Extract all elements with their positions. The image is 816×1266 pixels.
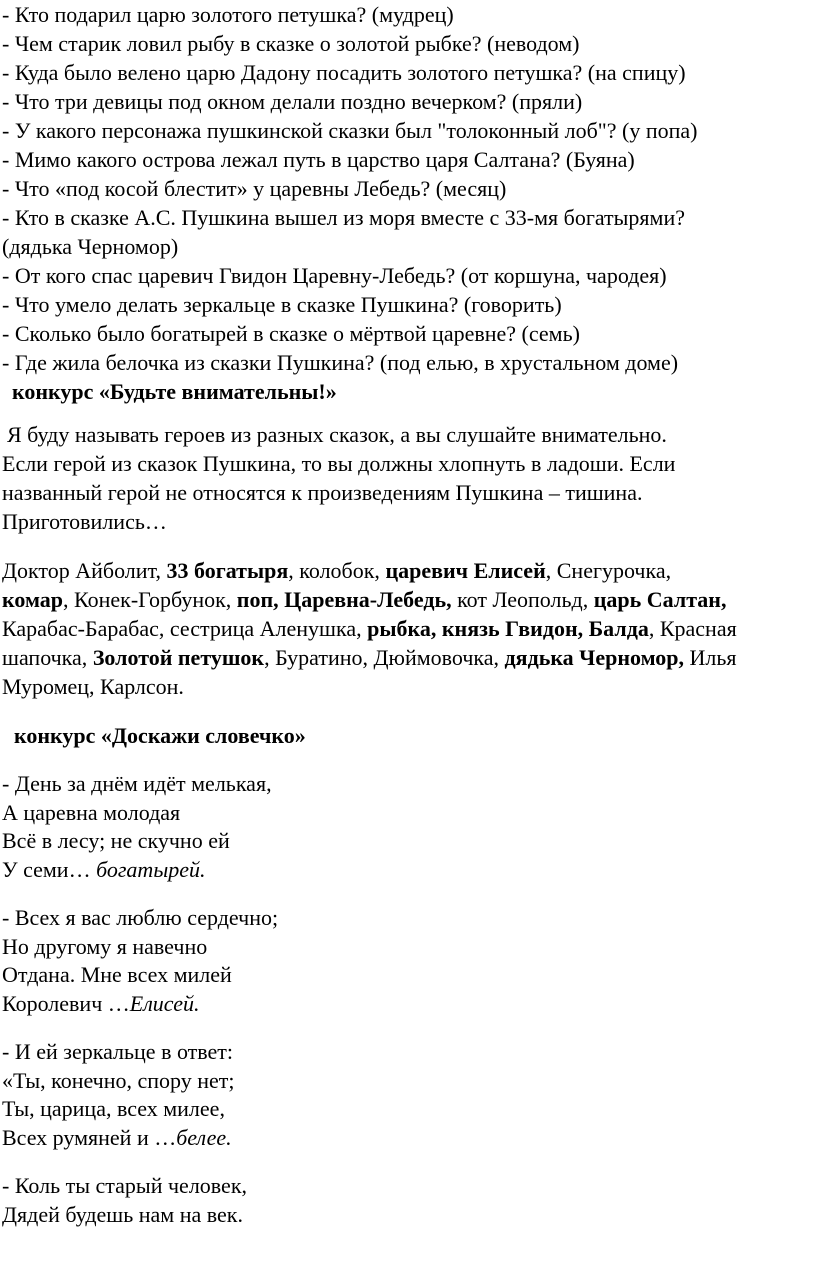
intro-line: Я буду называть героев из разных сказок, а вы слушайте внимательно.: [7, 422, 667, 447]
contest-intro: [2, 420, 814, 536]
poem-line: Дядей будешь нам на век.: [2, 1201, 243, 1227]
question-line: - Чем старик ловил рыбу в сказке о золотой рыбке? (неводом): [2, 31, 580, 56]
hero-names-text: кот Леопольд,: [451, 587, 594, 612]
document-page: [2, 0, 814, 1229]
question-line: - Что три девицы под окном делали поздно вечерком? (пряли): [2, 89, 583, 114]
question-line: - От кого спас царевич Гвидон Царевну-Лебедь? (от коршуна, чародея): [2, 263, 667, 288]
poem-line-text: Всех румяней и …: [2, 1124, 177, 1150]
hero-names-text: , Снегурочка,: [545, 558, 672, 583]
poem-line: - Коль ты старый человек,: [2, 1173, 248, 1198]
hero-names-text-bold: 33 богатыря: [166, 558, 289, 583]
question-line: - У какого персонажа пушкинской сказки был "толоконный лоб"? (у попа): [2, 118, 698, 143]
hero-names-text: , Буратино, Дюймовочка,: [264, 645, 505, 670]
hero-names-text: Карабас-Барабас, сестрица Аленушка,: [2, 616, 368, 641]
contest-heading-finish-word: конкурс «Доскажи словечко»: [14, 723, 306, 748]
hero-names-text-bold: дядька Черномор,: [504, 645, 685, 670]
poem-line-text: У семи…: [2, 856, 97, 882]
question-line: - Где жила белочка из сказки Пушкина? (под елью, в хрустальном доме): [2, 350, 679, 375]
poem-stanza: [2, 1038, 814, 1152]
hero-names-text-bold: рыбка, князь Гвидон, Балда: [367, 616, 649, 641]
hero-names-text: , колобок,: [288, 558, 386, 583]
hero-names-text-bold: комар: [2, 587, 64, 612]
hero-names-text: Илья Муромец, Карлсон.: [2, 645, 737, 699]
poem-line: Ты, царица, всех милее,: [2, 1096, 225, 1121]
poem-line-text: Королевич …: [2, 990, 130, 1016]
intro-line: Если герой из сказок Пушкина, то вы должны хлопнуть в ладоши. Если: [2, 451, 676, 476]
question-line: (дядька Черномор): [2, 234, 179, 259]
hero-names-text: , Конек-Горбунок,: [63, 587, 237, 612]
hero-names-text-bold: Золотой петушок: [92, 645, 265, 670]
poem-line: - Всех я вас люблю сердечно;: [2, 905, 279, 930]
poem-line: Всё в лесу; не скучно ей: [2, 828, 230, 853]
hero-names-text-bold: поп, Царевна-Лебедь,: [236, 587, 452, 612]
intro-line: Приготовились…: [2, 509, 167, 534]
poem-stanza: [2, 904, 814, 1018]
poem-stanza: [2, 770, 814, 884]
hero-names-text-bold: царь Салтан,: [593, 587, 727, 612]
hero-names-paragraph: [2, 556, 742, 701]
poem-line: [2, 1124, 814, 1153]
poem-answer: Елисей.: [129, 990, 200, 1016]
question-line: - Что умело делать зеркальце в сказке Пушкина? (говорить): [2, 292, 562, 317]
poem-line: «Ты, конечно, спору нет;: [2, 1067, 235, 1093]
question-line: - Кто подарил царю золотого петушка? (мудрец): [2, 2, 454, 27]
intro-line: названный герой не относятся к произведениям Пушкина – тишина.: [2, 480, 643, 505]
poem-stanza: [2, 1172, 814, 1229]
poem-line: Но другому я навечно: [2, 933, 208, 959]
poem-line: А царевна молодая: [2, 799, 181, 825]
poem-line: - День за днём идёт мелькая,: [2, 771, 272, 796]
poem-answer: богатырей.: [96, 856, 206, 882]
question-line: - Куда было велено царю Дадону посадить золотого петушка? (на спицу): [2, 60, 686, 85]
question-line: - Сколько было богатырей в сказке о мёртвой царевне? (семь): [2, 321, 580, 346]
poem-line: [2, 856, 814, 885]
poem-answer: белее.: [176, 1124, 232, 1150]
poem-line: Отдана. Мне всех милей: [2, 962, 232, 987]
poem-line: - И ей зеркальце в ответ:: [2, 1039, 234, 1064]
hero-names-text: , Красная шапочка,: [2, 616, 737, 670]
questions-list: [2, 0, 814, 377]
contest-heading-attentive: конкурс «Будьте внимательны!»: [12, 379, 337, 404]
question-line: - Кто в сказке А.С. Пушкина вышел из моря вместе с 33-мя богатырями?: [2, 205, 686, 230]
question-line: - Мимо какого острова лежал путь в царство царя Салтана? (Буяна): [2, 147, 635, 172]
question-line: - Что «под косой блестит» у царевны Лебедь? (месяц): [2, 176, 507, 201]
poem-line: [2, 990, 814, 1019]
hero-names-text-bold: царевич Елисей: [385, 558, 546, 583]
hero-names-text: Доктор Айболит,: [2, 558, 167, 583]
